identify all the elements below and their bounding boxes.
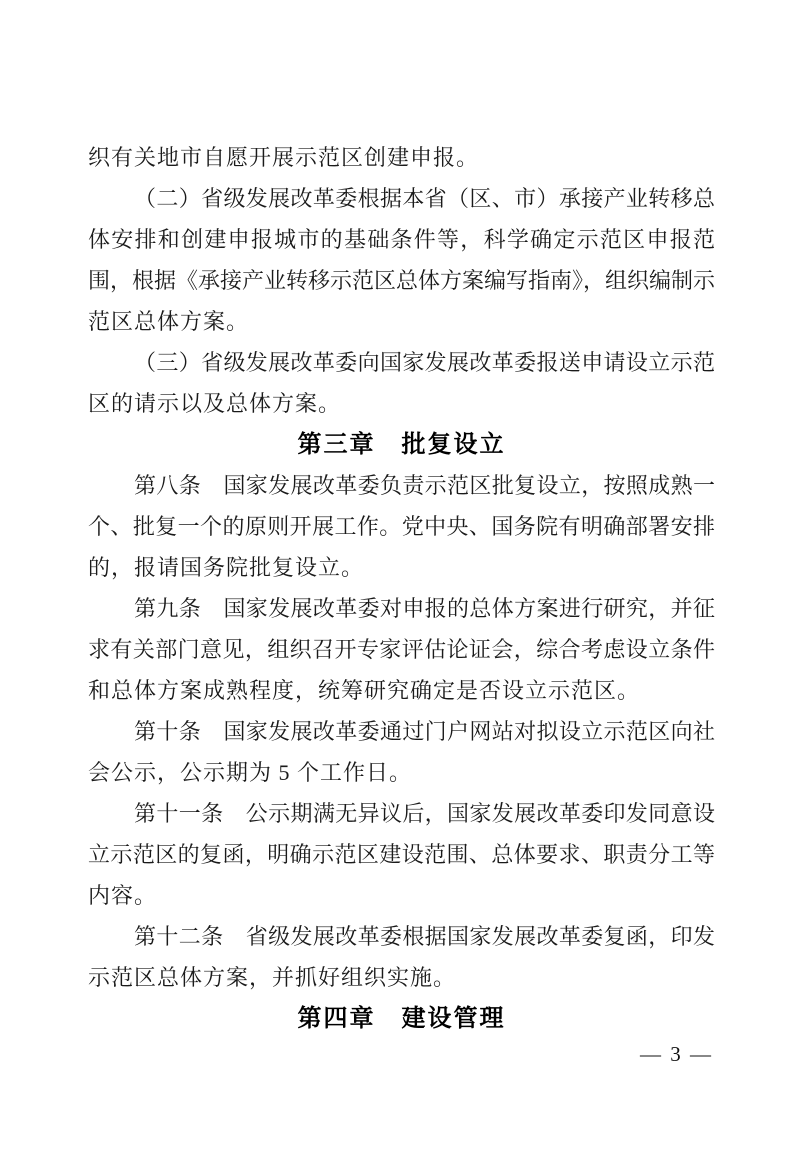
text-line: 第十一条 公示期满无异议后，国家发展改革委印发同意设 [134,801,715,826]
text-line: 第十条 国家发展改革委通过门户网站对拟设立示范区向社 [134,719,715,744]
text-line: （二）省级发展改革委根据本省（区、市）承接产业转移总 [134,186,715,211]
text-line: 和总体方案成熟程度，统筹研究确定是否设立示范区。 [88,678,641,703]
text-line: 会公示，公示期为 5 个工作日。 [88,760,413,785]
text-line: 区的请示以及总体方案。 [88,391,342,416]
page-number: — 3 — [640,1042,713,1066]
chapter-heading: 第四章 建设管理 [297,1005,506,1032]
text-line: 立示范区的复函，明确示范区建设范围、总体要求、职责分工等 [88,842,715,867]
text-line: 织有关地市自愿开展示范区创建申报。 [88,145,480,170]
text-line: 第八条 国家发展改革委负责示范区批复设立，按照成熟一 [134,473,715,498]
text-line: （三）省级发展改革委向国家发展改革委报送申请设立示范 [134,350,715,375]
text-line: 的，报请国务院批复设立。 [88,555,365,580]
text-line: 求有关部门意见，组织召开专家评估论证会，综合考虑设立条件 [88,637,715,662]
text-line: 第九条 国家发展改革委对申报的总体方案进行研究，并征 [134,596,715,621]
text-line: 围，根据《承接产业转移示范区总体方案编写指南》，组织编制示 [88,268,715,293]
chapter-heading: 第三章 批复设立 [297,431,506,458]
text-line: 范区总体方案。 [88,309,250,334]
text-line: 内容。 [88,883,158,908]
text-line: 个、批复一个的原则开展工作。党中央、国务院有明确部署安排 [88,514,715,539]
document-body [88,137,715,1039]
text-line: 体安排和创建申报城市的基础条件等，科学确定示范区申报范 [88,227,715,252]
text-line: 示范区总体方案，并抓好组织实施。 [88,965,457,990]
text-line: 第十二条 省级发展改革委根据国家发展改革委复函，印发 [134,924,715,949]
